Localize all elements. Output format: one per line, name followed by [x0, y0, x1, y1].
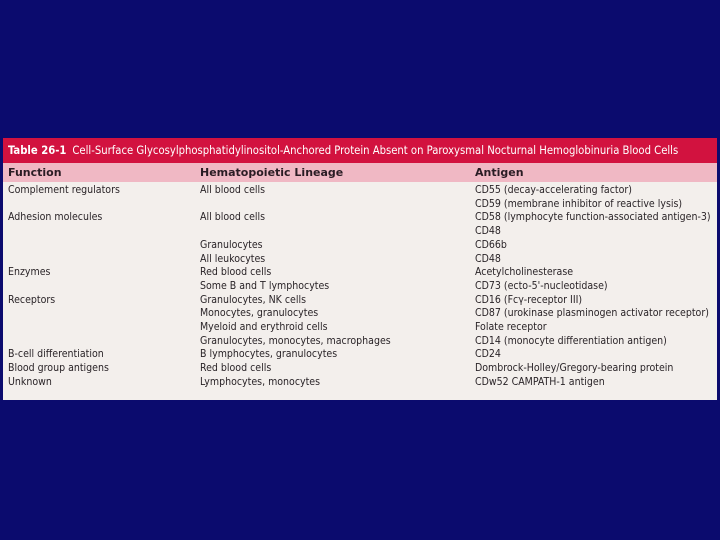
cell-lineage: Granulocytes, monocytes, macrophages: [200, 334, 391, 347]
table-body: [3, 184, 717, 400]
table-row: [3, 198, 717, 212]
table-row: [3, 321, 717, 335]
cell-lineage: All blood cells: [200, 211, 266, 224]
header-antigen: Antigen: [475, 166, 524, 179]
table-row: [3, 253, 717, 267]
table-row: [3, 362, 717, 376]
cell-antigen: CD87 (urokinase plasminogen activator receptor): [475, 307, 709, 320]
cell-antigen: CD73 (ecto-5'-nucleotidase): [475, 279, 608, 292]
cell-antigen: CD58 (lymphocyte function-associated antigen-3): [475, 211, 711, 224]
cell-antigen: CD14 (monocyte differentiation antigen): [475, 334, 667, 347]
cell-lineage: Some B and T lymphocytes: [200, 279, 330, 292]
cell-antigen: CD48: [475, 225, 501, 238]
cell-lineage: Red blood cells: [200, 362, 272, 375]
table-row: [3, 335, 717, 349]
cell-antigen: CDw52 CAMPATH-1 antigen: [475, 375, 605, 388]
table-row: [3, 307, 717, 321]
cell-lineage: All blood cells: [200, 184, 266, 196]
table-row: [3, 184, 717, 198]
cell-lineage: Red blood cells: [200, 266, 272, 279]
table-header-row: [3, 163, 717, 182]
header-function: Function: [8, 166, 62, 179]
cell-function: Adhesion molecules: [8, 211, 103, 224]
cell-lineage: Lymphocytes, monocytes: [200, 375, 321, 388]
cell-antigen: CD24: [475, 348, 501, 361]
data-table: [3, 138, 717, 400]
cell-antigen: CD55 (decay-accelerating factor): [475, 184, 632, 196]
cell-function: Receptors: [8, 293, 56, 306]
table-title-bar: [3, 138, 717, 163]
cell-function: Unknown: [8, 375, 52, 388]
cell-antigen: CD16 (Fcγ-receptor III): [475, 293, 583, 306]
cell-antigen: CD59 (membrane inhibitor of reactive lysis): [475, 197, 683, 210]
table-row: [3, 294, 717, 308]
cell-function: Enzymes: [8, 266, 51, 279]
table-row: [3, 211, 717, 225]
cell-antigen: Acetylcholinesterase: [475, 266, 574, 279]
table-row: [3, 239, 717, 253]
cell-antigen: CD66b: [475, 238, 507, 251]
table-row: [3, 266, 717, 280]
cell-function: Blood group antigens: [8, 362, 109, 375]
cell-function: Complement regulators: [8, 184, 120, 196]
cell-function: B-cell differentiation: [8, 348, 104, 361]
table-title: Cell-Surface Glycosylphosphatidylinositol-Anchored Protein Absent on Paroxysmal Nocturnal Hemoglobinuria Blood Cells: [72, 144, 679, 157]
table-row: [3, 376, 717, 390]
cell-lineage: Myeloid and erythroid cells: [200, 321, 328, 333]
cell-lineage: All leukocytes: [200, 252, 266, 265]
cell-antigen: Folate receptor: [475, 321, 547, 333]
cell-lineage: Monocytes, granulocytes: [200, 307, 319, 320]
cell-lineage: B lymphocytes, granulocytes: [200, 348, 338, 361]
cell-antigen: CD48: [475, 252, 501, 265]
header-lineage: Hematopoietic Lineage: [200, 166, 344, 179]
cell-antigen: Dombrock-Holley/Gregory-bearing protein: [475, 362, 674, 375]
table-row: [3, 225, 717, 239]
table-number: Table 26-1: [8, 144, 67, 157]
table-row: [3, 348, 717, 362]
cell-lineage: Granulocytes: [200, 238, 263, 251]
cell-lineage: Granulocytes, NK cells: [200, 293, 307, 306]
table-row: [3, 280, 717, 294]
